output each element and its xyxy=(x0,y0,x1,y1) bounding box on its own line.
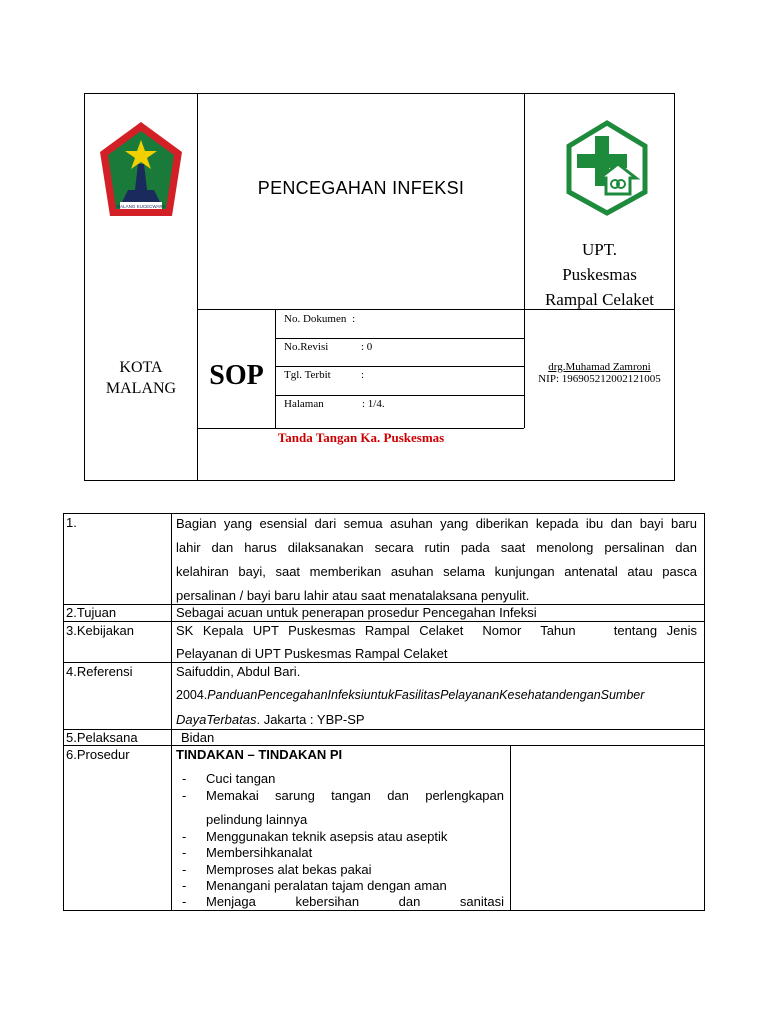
kebijakan-line2: Pelayanan di UPT Puskesmas Rampal Celaket xyxy=(176,646,448,661)
referensi-publisher: . Jakarta : YBP-SP xyxy=(256,712,365,727)
prosedur-heading: TINDAKAN – TINDAKAN PI xyxy=(176,747,343,762)
signer-nip: NIP: 196905212002121005 xyxy=(538,373,661,385)
meta-label-dokumen: No. Dokumen xyxy=(284,313,347,325)
meta-value-terbit: : xyxy=(361,369,365,381)
row1-line4: persalinan / bayi baru lahir atau saat menatalaksana penyulit. xyxy=(176,588,530,603)
meta-label-revisi: No.Revisi xyxy=(284,341,329,353)
document-title: PENCEGAHAN INFEKSI xyxy=(257,178,465,198)
left-org-line2: MALANG xyxy=(105,380,177,397)
signature-label: Tanda Tangan Ka. Puskesmas xyxy=(277,430,445,445)
row-label-kebijakan: 3.Kebijakan xyxy=(66,623,134,638)
logo-caption: MALANG KUCECWARA xyxy=(116,204,166,209)
sop-label: SOP xyxy=(209,360,264,391)
meta-value-revisi: : 0 xyxy=(361,341,373,353)
referensi-title-part2: DayaTerbatas xyxy=(176,712,257,727)
left-org-line1: KOTA xyxy=(119,359,163,376)
meta-label-halaman: Halaman xyxy=(284,398,324,410)
puskesmas-logo xyxy=(566,120,648,216)
right-org-line1: UPT. xyxy=(581,240,618,259)
meta-value-halaman: : 1/4. xyxy=(362,398,385,410)
right-org-line3: Rampal Celaket xyxy=(544,290,655,309)
right-org-line2: Puskesmas xyxy=(562,265,637,284)
kebijakan-line1: SK Kepala UPT Puskesmas Rampal Celaket Nomor Tahun tentang Jenis xyxy=(176,623,697,638)
row-label-prosedur: 6.Prosedur xyxy=(66,747,130,762)
row1-line2: lahir dan harus dilaksanakan secara rutin pada saat menolong persalinan dan xyxy=(176,540,697,555)
row-label-referensi: 4.Referensi xyxy=(66,664,133,679)
row-label-pelaksana: 5.Pelaksana xyxy=(66,730,138,745)
tujuan-text: Sebagai acuan untuk penerapan prosedur Pencegahan Infeksi xyxy=(176,605,537,620)
referensi-title-part1: PanduanPencegahanInfeksiuntukFasilitasPelayananKesehatandenganSumber xyxy=(207,688,645,702)
row1-line1: Bagian yang esensial dari semua asuhan yang diberikan kepada ibu dan bayi baru xyxy=(176,516,697,531)
kota-malang-logo xyxy=(96,118,186,222)
row-label-tujuan: 2.Tujuan xyxy=(66,605,117,620)
meta-value-dokumen: : xyxy=(352,313,356,325)
referensi-year: 2004. xyxy=(176,688,208,702)
signer-name: drg.Muhamad Zamroni xyxy=(548,361,651,373)
pelaksana-text: Bidan xyxy=(181,730,215,745)
row-label-1: 1. xyxy=(66,515,77,530)
referensi-line1: Saifuddin, Abdul Bari. xyxy=(176,664,301,679)
meta-label-terbit: Tgl. Terbit xyxy=(284,369,331,381)
row1-line3: kelahiran bayi, saat memberikan asuhan selama kunjungan antenatal atau pasca xyxy=(176,564,697,579)
